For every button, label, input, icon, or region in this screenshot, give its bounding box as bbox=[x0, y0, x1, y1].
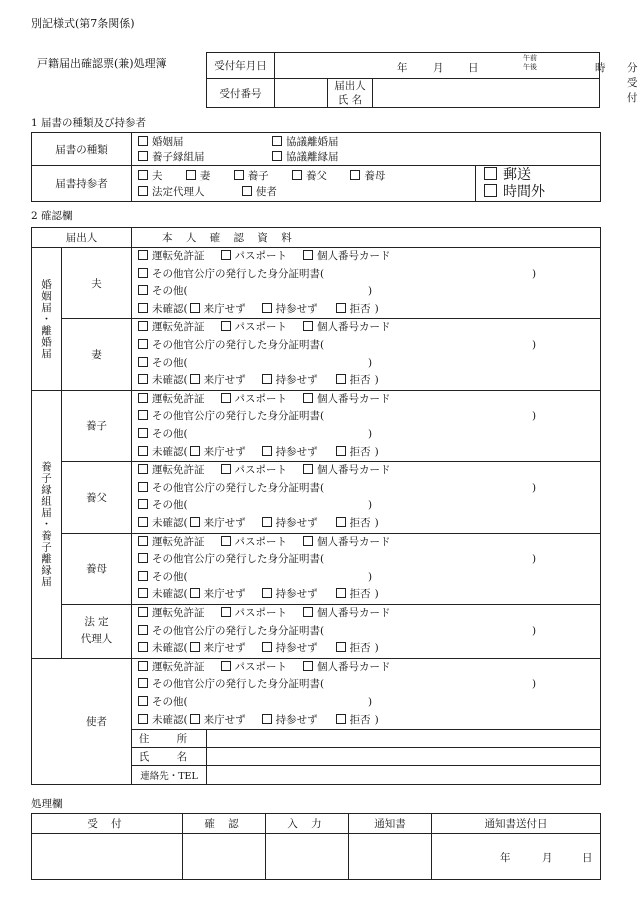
checkbox-icon bbox=[138, 625, 148, 635]
checkbox-icon bbox=[303, 321, 313, 331]
person-wife: 妻 bbox=[62, 319, 132, 390]
checkbox-icon bbox=[336, 446, 346, 456]
not-brought-check[interactable]: 持参せず bbox=[262, 374, 318, 386]
checkbox-icon bbox=[138, 536, 148, 546]
unconfirmed-check[interactable]: 未確認( bbox=[138, 517, 188, 529]
wife-checks: 運転免許証 パスポート 個人番号カード その他官公庁の発行した身分証明書( ) その他( ) 未確認( 来庁せず 持参せず 拒否 ) bbox=[132, 319, 601, 390]
contact-label: 連絡先・TEL bbox=[132, 766, 207, 785]
input-header: 入 力 bbox=[266, 814, 349, 834]
confirmation-table bbox=[31, 227, 601, 785]
not-visited-check[interactable]: 来庁せず bbox=[190, 588, 246, 600]
checkbox-icon bbox=[221, 321, 231, 331]
receipt-number-field[interactable] bbox=[275, 79, 328, 108]
pm-label: 午後 bbox=[523, 63, 537, 71]
license-check[interactable]: 運転免許証 bbox=[138, 661, 205, 673]
checkbox-icon bbox=[292, 170, 302, 180]
other-check[interactable]: その他( bbox=[138, 696, 188, 708]
not-brought-check[interactable]: 持参せず bbox=[262, 714, 318, 726]
checkbox-icon bbox=[138, 428, 148, 438]
bearer-adoptee[interactable]: 養子 bbox=[234, 170, 269, 182]
checkbox-icon bbox=[262, 642, 272, 652]
applicant-name-field[interactable] bbox=[373, 79, 600, 108]
checkbox-icon bbox=[138, 588, 148, 598]
section1-title: 1 届書の種類及び持参者 bbox=[31, 117, 147, 129]
unconfirmed-check[interactable]: 未確認( bbox=[138, 642, 188, 654]
checkbox-icon bbox=[138, 553, 148, 563]
checkbox-icon bbox=[262, 446, 272, 456]
bearer-adoptive-father[interactable]: 養父 bbox=[292, 170, 327, 182]
checkbox-icon bbox=[221, 607, 231, 617]
license-check[interactable]: 運転免許証 bbox=[138, 393, 205, 405]
notice-sent-date-header: 通知書送付日 bbox=[432, 814, 601, 834]
sent-month-label: 月 bbox=[542, 852, 553, 864]
mynumber-check[interactable]: 個人番号カード bbox=[303, 250, 391, 262]
legal-rep-checks: 運転免許証 パスポート 個人番号カード その他官公庁の発行した身分証明書( ) 未確認( 来庁せず 持参せず 拒否 ) bbox=[132, 604, 601, 658]
checkbox-icon bbox=[138, 464, 148, 474]
unconfirmed-check[interactable]: 未確認( bbox=[138, 714, 188, 726]
mynumber-check[interactable]: 個人番号カード bbox=[303, 661, 391, 673]
name-label: 氏 名 bbox=[132, 748, 207, 766]
mynumber-check[interactable]: 個人番号カード bbox=[303, 321, 391, 333]
checkbox-icon bbox=[262, 374, 272, 384]
checkbox-icon bbox=[138, 571, 148, 581]
confirmed-field[interactable] bbox=[183, 834, 266, 880]
doc-type-dissolution[interactable]: 協議離縁届 bbox=[272, 150, 339, 165]
checkbox-icon bbox=[138, 393, 148, 403]
not-visited-check[interactable]: 来庁せず bbox=[190, 303, 246, 315]
mynumber-check[interactable]: 個人番号カード bbox=[303, 393, 391, 405]
other-check[interactable]: その他( bbox=[138, 499, 188, 511]
bearer-wife[interactable]: 妻 bbox=[186, 170, 211, 182]
passport-check[interactable]: パスポート bbox=[221, 464, 288, 476]
license-check[interactable]: 運転免許証 bbox=[138, 536, 205, 548]
checkbox-icon bbox=[190, 446, 200, 456]
checkbox-icon bbox=[336, 714, 346, 724]
hour-label: 時 bbox=[595, 62, 606, 74]
checkbox-icon bbox=[303, 464, 313, 474]
passport-check[interactable]: パスポート bbox=[221, 321, 288, 333]
other-id-check[interactable]: その他官公庁の発行した身分証明書( bbox=[138, 678, 324, 690]
not-visited-check[interactable]: 来庁せず bbox=[190, 446, 246, 458]
mynumber-check[interactable]: 個人番号カード bbox=[303, 464, 391, 476]
checkbox-icon bbox=[138, 517, 148, 527]
bearer-husband[interactable]: 夫 bbox=[138, 170, 163, 182]
messenger-checks: 運転免許証 パスポート 個人番号カード その他官公庁の発行した身分証明書( ) その他( ) 未確認( 来庁せず 持参せず 拒否 ) bbox=[132, 658, 601, 729]
checkbox-icon bbox=[221, 536, 231, 546]
license-check[interactable]: 運転免許証 bbox=[138, 250, 205, 262]
checkbox-icon bbox=[138, 268, 148, 278]
other-id-check[interactable]: その他官公庁の発行した身分証明書( bbox=[138, 553, 324, 565]
checkbox-icon bbox=[190, 517, 200, 527]
checkbox-icon bbox=[138, 321, 148, 331]
refused-check[interactable]: 拒否 bbox=[336, 303, 371, 315]
checkbox-icon bbox=[242, 186, 252, 196]
col-applicant: 届出人 bbox=[32, 228, 132, 248]
notice-field[interactable] bbox=[349, 834, 432, 880]
person-adoptive-father: 養父 bbox=[62, 462, 132, 533]
checkbox-icon bbox=[138, 303, 148, 313]
not-visited-check[interactable]: 来庁せず bbox=[190, 517, 246, 529]
refused-check[interactable]: 拒否 bbox=[336, 714, 371, 726]
checkbox-icon bbox=[138, 499, 148, 509]
other-check[interactable]: その他( bbox=[138, 571, 188, 583]
unconfirmed-check[interactable]: 未確認( bbox=[138, 303, 188, 315]
unconfirmed-check[interactable]: 未確認( bbox=[138, 588, 188, 600]
passport-check[interactable]: パスポート bbox=[221, 661, 288, 673]
month-label: 月 bbox=[433, 62, 444, 74]
passport-check[interactable]: パスポート bbox=[221, 536, 288, 548]
mail-option[interactable]: 郵送 bbox=[484, 167, 545, 184]
other-id-check[interactable]: その他官公庁の発行した身分証明書( bbox=[138, 410, 324, 422]
checkbox-icon bbox=[262, 517, 272, 527]
checkbox-icon bbox=[303, 661, 313, 671]
ledger-title: 戸籍届出確認票(兼)処理簿 bbox=[37, 57, 167, 70]
not-visited-check[interactable]: 来庁せず bbox=[190, 642, 246, 654]
person-husband: 夫 bbox=[62, 248, 132, 319]
confirmed-header: 確 認 bbox=[183, 814, 266, 834]
checkbox-icon bbox=[336, 303, 346, 313]
checkbox-icon bbox=[138, 250, 148, 260]
bearer-adoptive-mother[interactable]: 養母 bbox=[350, 170, 385, 182]
checkbox-icon bbox=[336, 517, 346, 527]
checkbox-icon bbox=[484, 167, 497, 180]
checkbox-icon bbox=[138, 410, 148, 420]
checkbox-icon bbox=[138, 374, 148, 384]
checkbox-icon bbox=[138, 285, 148, 295]
checkbox-icon bbox=[138, 678, 148, 688]
checkbox-icon bbox=[303, 536, 313, 546]
bearer-label: 届書持参者 bbox=[32, 166, 132, 202]
husband-checks: 運転免許証 パスポート 個人番号カード その他官公庁の発行した身分証明書( ) その他( ) 未確認( 来庁せず 持参せず 拒否 ) bbox=[132, 248, 601, 319]
other-check[interactable]: その他( bbox=[138, 357, 188, 369]
receipt-table bbox=[206, 52, 638, 108]
not-visited-check[interactable]: 来庁せず bbox=[190, 714, 246, 726]
checkbox-icon bbox=[138, 170, 148, 180]
checkbox-icon bbox=[234, 170, 244, 180]
group-marriage: 婚姻届・離婚届 bbox=[40, 278, 52, 360]
col-materials: 本 人 確 認 資 料 bbox=[132, 228, 601, 248]
day-label: 日 bbox=[468, 62, 479, 74]
checkbox-icon bbox=[190, 588, 200, 598]
checkbox-icon bbox=[138, 151, 148, 161]
received-date-label: 受付年月日 bbox=[207, 53, 275, 79]
other-id-check[interactable]: その他官公庁の発行した身分証明書( bbox=[138, 625, 324, 637]
refused-check[interactable]: 拒否 bbox=[336, 642, 371, 654]
passport-check[interactable]: パスポート bbox=[221, 393, 288, 405]
checkbox-icon bbox=[262, 303, 272, 313]
received-header: 受 付 bbox=[32, 814, 183, 834]
checkbox-icon bbox=[138, 357, 148, 367]
checkbox-icon bbox=[303, 393, 313, 403]
not-brought-check[interactable]: 持参せず bbox=[262, 642, 318, 654]
checkbox-icon bbox=[138, 714, 148, 724]
mynumber-check[interactable]: 個人番号カード bbox=[303, 607, 391, 619]
checkbox-icon bbox=[138, 136, 148, 146]
checkbox-icon bbox=[186, 170, 196, 180]
other-id-check[interactable]: その他官公庁の発行した身分証明書( bbox=[138, 268, 324, 280]
am-label: 午前 bbox=[523, 54, 537, 62]
not-brought-check[interactable]: 持参せず bbox=[262, 588, 318, 600]
year-label: 年 bbox=[397, 62, 408, 74]
group-adoption: 養子縁組届・養子離縁届 bbox=[40, 461, 52, 588]
adoptee-checks: 運転免許証 パスポート 個人番号カード その他官公庁の発行した身分証明書( ) その他( ) 未確認( 来庁せず 持参せず 拒否 ) bbox=[132, 390, 601, 461]
doc-type-marriage[interactable]: 婚姻届 bbox=[138, 135, 205, 150]
unconfirmed-check[interactable]: 未確認( bbox=[138, 374, 188, 386]
notice-header: 通知書 bbox=[349, 814, 432, 834]
address-label: 住 所 bbox=[132, 730, 207, 748]
checkbox-icon bbox=[138, 482, 148, 492]
doc-type-divorce[interactable]: 協議離婚届 bbox=[272, 135, 339, 150]
other-id-check[interactable]: その他官公庁の発行した身分証明書( bbox=[138, 339, 324, 351]
input-field[interactable] bbox=[266, 834, 349, 880]
checkbox-icon bbox=[272, 136, 282, 146]
bearer-legal-rep[interactable]: 法定代理人 bbox=[138, 186, 205, 198]
checkbox-icon bbox=[221, 464, 231, 474]
checkbox-icon bbox=[138, 642, 148, 652]
checkbox-icon bbox=[336, 642, 346, 652]
refused-check[interactable]: 拒否 bbox=[336, 517, 371, 529]
refused-check[interactable]: 拒否 bbox=[336, 374, 371, 386]
checkbox-icon bbox=[138, 186, 148, 196]
checkbox-icon bbox=[190, 303, 200, 313]
sent-day-label: 日 bbox=[582, 852, 593, 864]
checkbox-icon bbox=[303, 607, 313, 617]
bearer-messenger[interactable]: 使者 bbox=[242, 186, 277, 198]
checkbox-icon bbox=[138, 661, 148, 671]
checkbox-icon bbox=[221, 250, 231, 260]
checkbox-icon bbox=[190, 714, 200, 724]
refused-check[interactable]: 拒否 bbox=[336, 446, 371, 458]
checkbox-icon bbox=[221, 661, 231, 671]
doc-type-adoption[interactable]: 養子縁組届 bbox=[138, 150, 205, 165]
received-field[interactable] bbox=[32, 834, 183, 880]
other-check[interactable]: その他( bbox=[138, 428, 188, 440]
processing-title: 処理欄 bbox=[31, 798, 63, 810]
not-brought-check[interactable]: 持参せず bbox=[262, 517, 318, 529]
checkbox-icon bbox=[138, 339, 148, 349]
person-legal-rep-2: 代理人 bbox=[80, 633, 113, 646]
not-brought-check[interactable]: 持参せず bbox=[262, 446, 318, 458]
applicant-label-2: 氏 名 bbox=[337, 94, 363, 106]
person-adoptee: 養子 bbox=[62, 390, 132, 461]
address-field[interactable] bbox=[207, 730, 601, 748]
person-messenger: 使者 bbox=[32, 658, 132, 784]
receipt-number-label: 受付番号 bbox=[207, 79, 275, 108]
adoptive-mother-checks: 運転免許証 パスポート 個人番号カード その他官公庁の発行した身分証明書( ) その他( ) 未確認( 来庁せず 持参せず 拒否 ) bbox=[132, 533, 601, 604]
checkbox-icon bbox=[190, 374, 200, 384]
checkbox-icon bbox=[336, 588, 346, 598]
unconfirmed-check[interactable]: 未確認( bbox=[138, 446, 188, 458]
checkbox-icon bbox=[221, 393, 231, 403]
checkbox-icon bbox=[190, 642, 200, 652]
checkbox-icon bbox=[336, 374, 346, 384]
license-check[interactable]: 運転免許証 bbox=[138, 464, 205, 476]
section2-title: 2 確認欄 bbox=[31, 210, 73, 222]
checkbox-icon bbox=[350, 170, 360, 180]
person-adoptive-mother: 養母 bbox=[62, 533, 132, 604]
person-legal-rep-1: 法 定 bbox=[84, 616, 109, 629]
passport-check[interactable]: パスポート bbox=[221, 607, 288, 619]
notice-sent-date-field[interactable] bbox=[432, 834, 601, 880]
after-hours-option[interactable]: 時間外 bbox=[484, 184, 545, 201]
checkbox-icon bbox=[272, 151, 282, 161]
not-brought-check[interactable]: 持参せず bbox=[262, 303, 318, 315]
processing-table bbox=[31, 813, 601, 880]
sent-year-label: 年 bbox=[500, 852, 511, 864]
checkbox-icon bbox=[138, 446, 148, 456]
form-label: 別記様式(第7条関係) bbox=[31, 17, 135, 30]
section1-table bbox=[31, 132, 601, 202]
other-id-check[interactable]: その他官公庁の発行した身分証明書( bbox=[138, 482, 324, 494]
other-check[interactable]: その他( bbox=[138, 285, 188, 297]
checkbox-icon bbox=[138, 607, 148, 617]
license-check[interactable]: 運転免許証 bbox=[138, 321, 205, 333]
license-check[interactable]: 運転免許証 bbox=[138, 607, 205, 619]
checkbox-icon bbox=[138, 696, 148, 706]
adoptive-father-checks: 運転免許証 パスポート 個人番号カード その他官公庁の発行した身分証明書( ) その他( ) 未確認( 来庁せず 持参せず 拒否 ) bbox=[132, 462, 601, 533]
checkbox-icon bbox=[484, 184, 497, 197]
doc-type-label: 届書の種類 bbox=[32, 133, 132, 166]
applicant-label-1: 届出人 bbox=[334, 80, 366, 92]
checkbox-icon bbox=[303, 250, 313, 260]
checkbox-icon bbox=[262, 588, 272, 598]
passport-check[interactable]: パスポート bbox=[221, 250, 288, 262]
contact-field[interactable] bbox=[207, 766, 601, 785]
refused-check[interactable]: 拒否 bbox=[336, 588, 371, 600]
minute-received-label: 分受付 bbox=[627, 62, 638, 104]
checkbox-icon bbox=[262, 714, 272, 724]
name-field[interactable] bbox=[207, 748, 601, 766]
mynumber-check[interactable]: 個人番号カード bbox=[303, 536, 391, 548]
not-visited-check[interactable]: 来庁せず bbox=[190, 374, 246, 386]
